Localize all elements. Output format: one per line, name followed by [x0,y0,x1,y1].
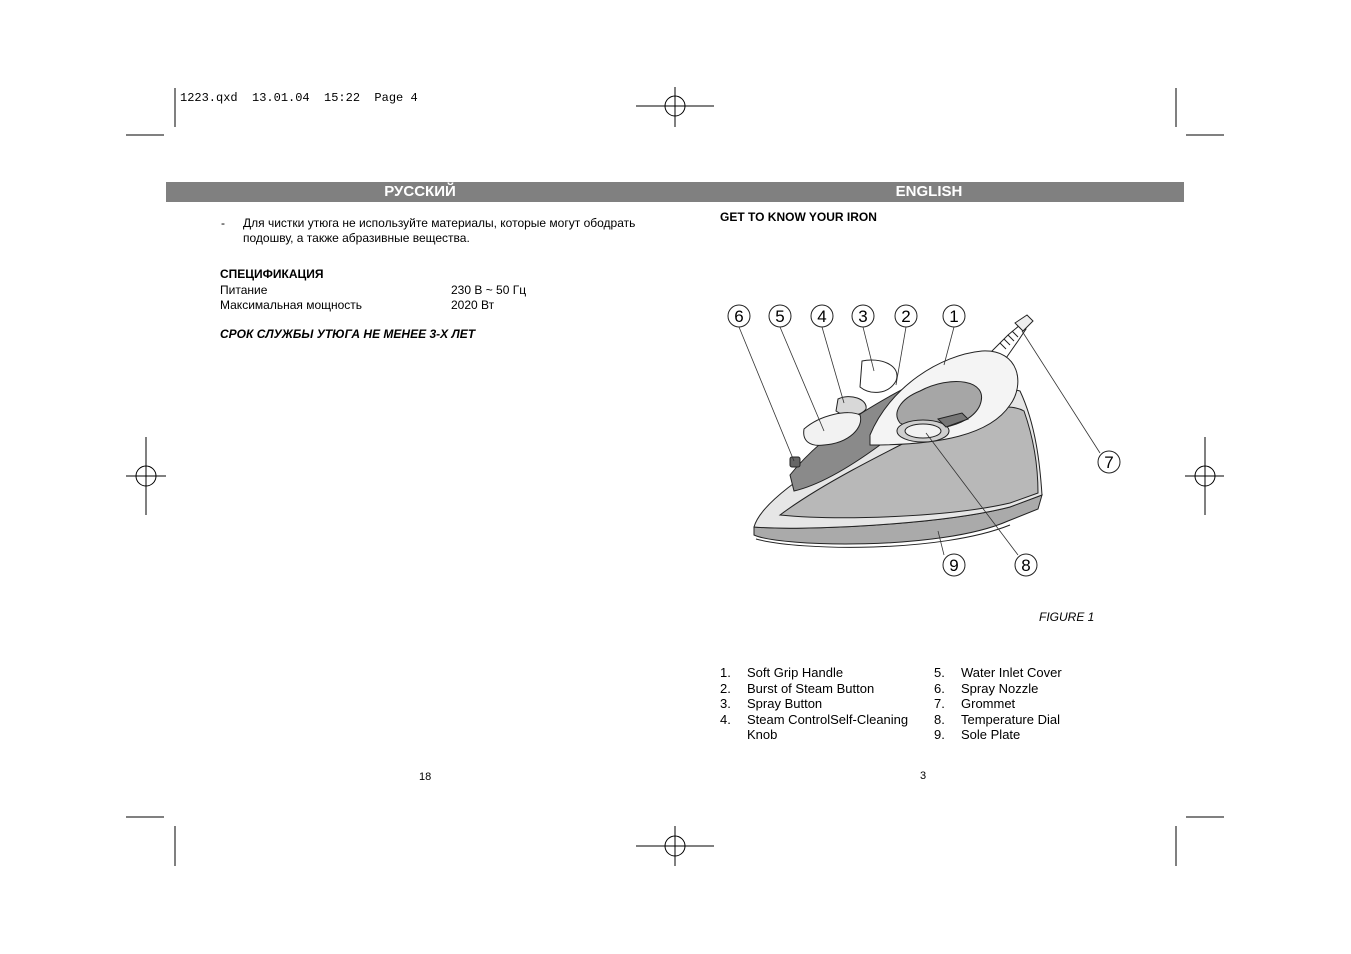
page-number-left: 18 [419,771,432,783]
page-number-right: 3 [920,770,927,782]
iron-figure [720,295,1130,585]
callout-3: 3 [858,307,868,326]
callout-4: 4 [817,307,827,326]
callout-7: 7 [1104,453,1114,472]
section-header-russian: РУССКИЙ [166,182,674,202]
bullet-dash: - [221,216,225,230]
callout-8: 8 [1021,556,1031,575]
spec-label-power: Питание [220,283,268,297]
spec-value-max-power: 2020 Вт [451,298,495,312]
spec-title: СПЕЦИФИКАЦИЯ [220,267,324,281]
callout-9: 9 [949,556,959,575]
section-title: GET TO KNOW YOUR IRON [720,210,877,224]
callout-6: 6 [734,307,744,326]
file-slug: 1223.qxd 13.01.04 15:22 Page 4 [180,91,418,105]
parts-list-left: 1. Soft Grip Handle 2. Burst of Steam Button 3. Spray Button 4. Steam ControlSelf-Cleaning Knob [720,665,909,742]
service-life-note: СРОК СЛУЖБЫ УТЮГА НЕ МЕНЕЕ 3-Х ЛЕТ [220,327,476,341]
bullet-line-1: Для чистки утюга не используйте материалы, которые могут ободрать [243,216,636,230]
figure-caption: FIGURE 1 [1039,610,1095,624]
spec-value-power: 230 В ~ 50 Гц [451,283,527,297]
section-header-english: ENGLISH [674,182,1184,202]
bullet-line-2: подошву, а также абразивные вещества. [243,231,470,245]
parts-list-right: 5. Water Inlet Cover 6. Spray Nozzle 7. Grommet 8. Temperature Dial 9. Sole Plate [934,665,1062,742]
callout-2: 2 [901,307,911,326]
callout-5: 5 [775,307,785,326]
spec-label-max-power: Максимальная мощность [220,298,363,312]
callout-1: 1 [949,307,959,326]
